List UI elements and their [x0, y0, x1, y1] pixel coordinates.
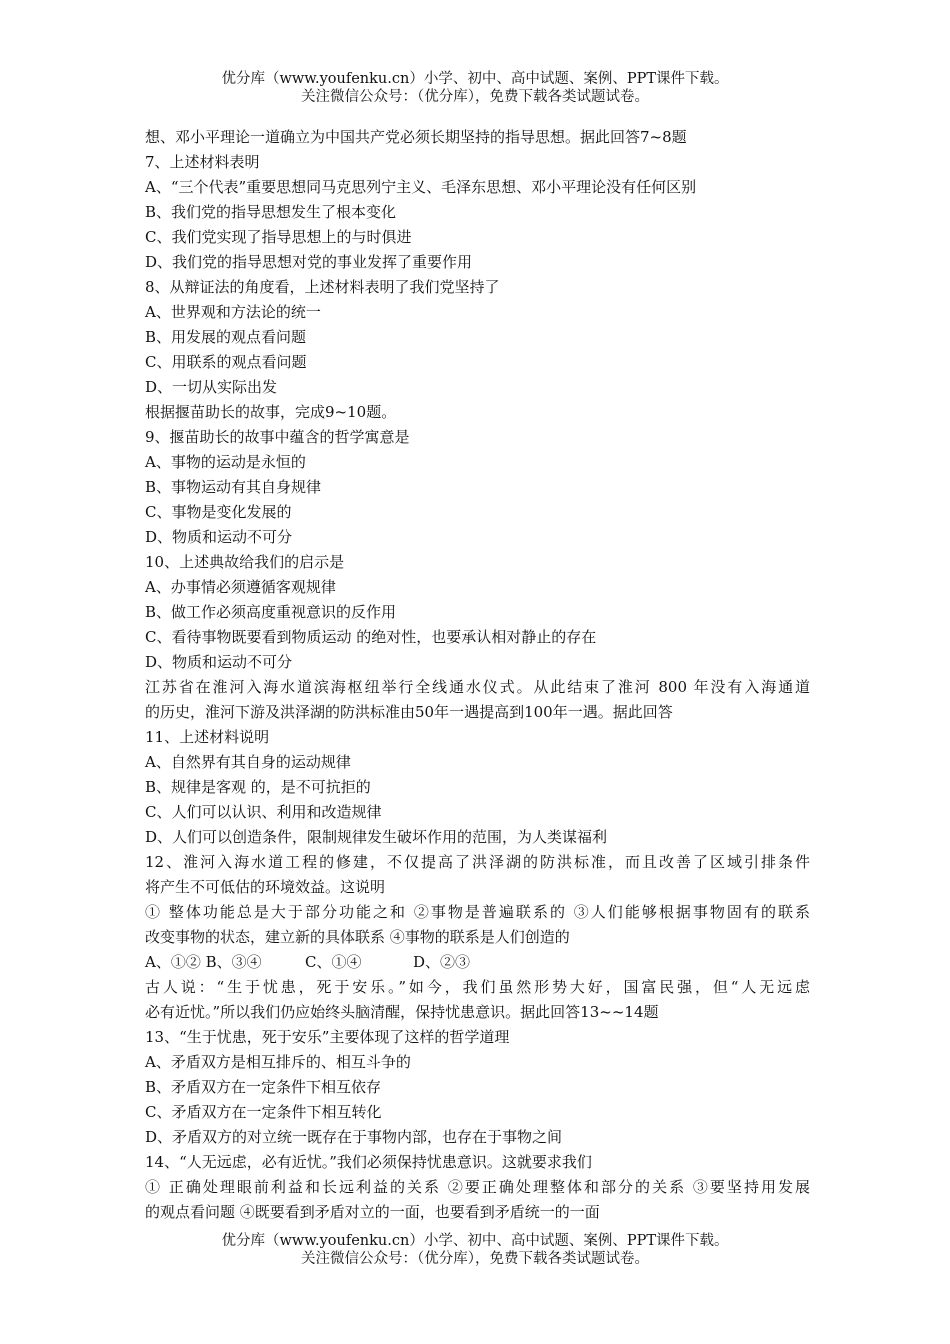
option-line: C、人们可以认识、利用和改造规律	[145, 803, 382, 821]
option-line: D、矛盾双方的对立统一既存在于事物内部，也存在于事物之间	[145, 1128, 563, 1146]
option-d: D、②③	[413, 953, 471, 971]
question-12-stem: 将产生不可低估的环境效益。这说明	[145, 878, 386, 896]
option-line: D、物质和运动不可分	[145, 653, 293, 671]
option-line: C、矛盾双方在一定条件下相互转化	[145, 1103, 382, 1121]
option-line: C、我们党实现了指导思想上的与时俱进	[145, 228, 412, 246]
question-8-stem: 8、从辩证法的角度看，上述材料表明了我们党坚持了	[145, 278, 500, 296]
question-10-stem: 10、上述典故给我们的启示是	[145, 553, 345, 571]
text-line: 想、邓小平理论一道确立为中国共产党必须长期坚持的指导思想。据此回答7~8题	[145, 128, 687, 146]
material-text: 根据揠苗助长的故事，完成9~10题。	[145, 403, 397, 421]
question-14-stem: 14、“人无远虑，必有近忧。”我们必须保持忧患意识。这就要求我们	[145, 1153, 592, 1171]
page-header	[0, 70, 950, 106]
option-line: A、事物的运动是永恒的	[145, 453, 306, 471]
option-line: D、人们可以创造条件，限制规律发生破坏作用的范围，为人类谋福利	[145, 828, 608, 846]
option-line: D、一切从实际出发	[145, 378, 278, 396]
option-line: B、我们党的指导思想发生了根本变化	[145, 203, 397, 221]
question-11-stem: 11、上述材料说明	[145, 728, 270, 746]
material-text: 必有近忧。”所以我们仍应始终头脑清醒，保持忧患意识。据此回答13~~14题	[145, 1003, 659, 1021]
option-line: B、用发展的观点看问题	[145, 328, 307, 346]
question-13-stem: 13、“生于忧患，死于安乐”主要体现了这样的哲学道理	[145, 1028, 510, 1046]
material-text: 的历史，淮河下游及洪泽湖的防洪标准由50年一遇提高到100年一遇。据此回答	[145, 703, 673, 721]
statement-line: 的观点看问题 ④既要看到矛盾对立的一面，也要看到矛盾统一的一面	[145, 1203, 600, 1221]
option-line: B、矛盾双方在一定条件下相互依存	[145, 1078, 382, 1096]
header-line-1: 优分库（www.youfenku.cn）小学、初中、高中试题、案例、PPT课件下载。	[221, 71, 729, 87]
option-line: A、自然界有其自身的运动规律	[145, 753, 351, 771]
option-a-b: A、①② B、③④	[145, 953, 262, 971]
question-9-stem: 9、揠苗助长的故事中蕴含的哲学寓意是	[145, 428, 410, 446]
option-line: C、用联系的观点看问题	[145, 353, 307, 371]
page-footer	[0, 1232, 950, 1268]
footer-line-1: 优分库（www.youfenku.cn）小学、初中、高中试题、案例、PPT课件下载。	[221, 1233, 729, 1249]
statement-line: ① 正确处理眼前利益和长远利益的关系 ②要正确处理整体和部分的关系 ③要坚持用发展	[145, 1178, 810, 1196]
option-line: A、“三个代表”重要思想同马克思列宁主义、毛泽东思想、邓小平理论没有任何区别	[145, 178, 697, 196]
option-line: B、事物运动有其自身规律	[145, 478, 322, 496]
question-12-options	[145, 950, 810, 975]
option-line: D、物质和运动不可分	[145, 528, 293, 546]
option-line: A、矛盾双方是相互排斥的、相互斗争的	[145, 1053, 411, 1071]
option-line: A、世界观和方法论的统一	[145, 303, 321, 321]
option-line: C、事物是变化发展的	[145, 503, 292, 521]
option-line: C、看待事物既要看到物质运动 的绝对性，也要承认相对静止的存在	[145, 628, 597, 646]
option-line: B、做工作必须高度重视意识的反作用	[145, 603, 397, 621]
option-line: A、办事情必须遵循客观规律	[145, 578, 336, 596]
option-line: B、规律是客观 的，是不可抗拒的	[145, 778, 371, 796]
material-text: 古人说：“生于忧患，死于安乐。”如今，我们虽然形势大好，国富民强，但“人无远虑	[145, 978, 810, 996]
question-text	[145, 125, 810, 1225]
statement-line: 改变事物的状态，建立新的具体联系 ④事物的联系是人们创造的	[145, 928, 570, 946]
statement-line: ① 整体功能总是大于部分功能之和 ②事物是普遍联系的 ③人们能够根据事物固有的联系	[145, 903, 810, 921]
option-line: D、我们党的指导思想对党的事业发挥了重要作用	[145, 253, 473, 271]
header-line-2: 关注微信公众号：（优分库），免费下载各类试题试卷。	[301, 89, 649, 105]
option-c: C、①④	[305, 953, 362, 971]
question-7-stem: 7、上述材料表明	[145, 153, 260, 171]
footer-line-2: 关注微信公众号：（优分库），免费下载各类试题试卷。	[301, 1251, 649, 1267]
question-12-stem: 12、淮河入海水道工程的修建，不仅提高了洪泽湖的防洪标准，而且改善了区域引排条件	[145, 853, 810, 871]
material-text: 江苏省在淮河入海水道滨海枢纽举行全线通水仪式。从此结束了淮河 800 年没有入海通道	[145, 678, 810, 696]
